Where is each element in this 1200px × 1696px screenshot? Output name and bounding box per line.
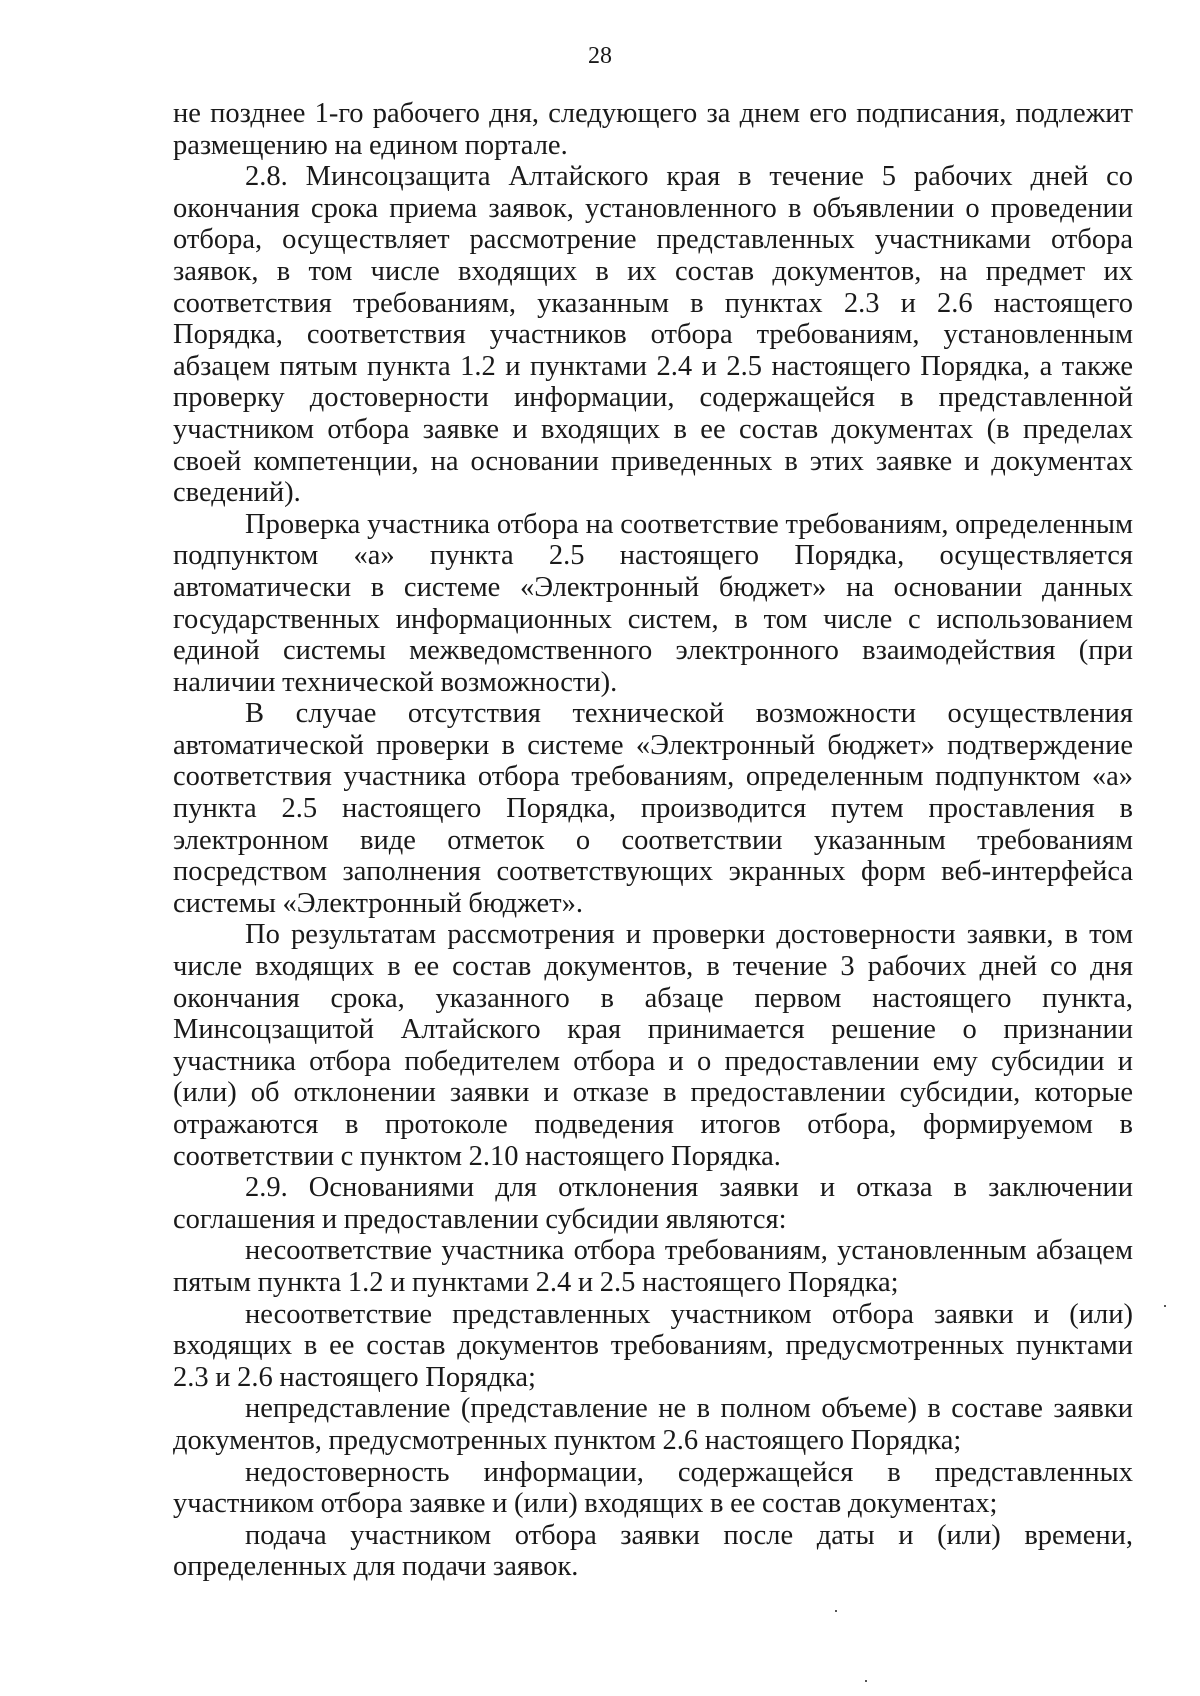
paragraph-verification: Проверка участника отбора на соответствие требованиям, определенным подпунктом «а» пункта 2.5 настоящего Порядка, осуществляется автоматически в системе «Электронный бюджет» на основании данных государственных информационных систем, в том числе с использованием единой системы межведомственного электронного взаимодействия (при наличии технической возможности).: [173, 508, 1133, 698]
scan-speck: [835, 1610, 837, 1612]
list-item-unreliable-information: недостоверность информации, содержащейся в представленных участником отбора заявке и (или) входящих в ее состав документах;: [173, 1456, 1133, 1520]
list-item-incomplete-documents: непредставление (представление не в полном объеме) в составе заявки документов, предусмотренных пунктом 2.6 настоящего Порядка;: [173, 1393, 1133, 1456]
list-item-noncompliance-participant: несоответствие участника отбора требованиям, установленным абзацем пятым пункта 1.2 и пунктами 2.4 и 2.5 настоящего Порядка;: [173, 1235, 1133, 1298]
document-body: [173, 98, 1133, 1583]
paragraph-2-9: 2.9. Основаниями для отклонения заявки и отказа в заключении соглашения и предоставлении субсидии являются:: [173, 1172, 1133, 1235]
scan-speck: [1164, 1305, 1166, 1307]
paragraph-continuation: не позднее 1-го рабочего дня, следующего за днем его подписания, подлежит размещению на едином портале.: [173, 98, 1133, 161]
paragraph-decision: По результатам рассмотрения и проверки достоверности заявки, в том числе входящих в ее состав документов, в течение 3 рабочих дней со дня окончания срока, указанного в абзаце первом настоящего пункта, Минсоцзащитой Алтайского края принимается решение о признании участника отбора победителем отбора и о предоставлении ему субсидии и (или) об отклонении заявки и отказе в предоставлении субсидии, которые отражаются в протоколе подведения итогов отбора, формируемом в соответствии с пунктом 2.10 настоящего Порядка.: [173, 919, 1133, 1172]
scan-speck: [865, 1680, 867, 1682]
list-item-noncompliance-documents: несоответствие представленных участником отбора заявки и (или) входящих в ее состав документов требованиям, предусмотренных пунктами 2.3 и 2.6 настоящего Порядка;: [173, 1298, 1133, 1393]
list-item-late-submission: подача участником отбора заявки после даты и (или) времени, определенных для подачи заявок.: [173, 1519, 1133, 1583]
paragraph-no-technical-possibility: В случае отсутствия технической возможности осуществления автоматической проверки в системе «Электронный бюджет» подтверждение соответствия участника отбора требованиям, определенным подпунктом «а» пункта 2.5 настоящего Порядка, производится путем проставления в электронном виде отметок о соответствии указанным требованиям посредством заполнения соответствующих экранных форм веб-интерфейса системы «Электронный бюджет».: [173, 698, 1133, 919]
paragraph-2-8: 2.8. Минсоцзащита Алтайского края в течение 5 рабочих дней со окончания срока приема заявок, установленного в объявлении о проведении отбора, осуществляет рассмотрение представленных участниками отбора заявок, в том числе входящих в их состав документов, на предмет их соответствия требованиям, указанным в пунктах 2.3 и 2.6 настоящего Порядка, соответствия участников отбора требованиям, установленным абзацем пятым пункта 1.2 и пунктами 2.4 и 2.5 настоящего Порядка, а также проверку достоверности информации, содержащейся в представленной участником отбора заявке и входящих в ее состав документах (в пределах своей компетенции, на основании приведенных в этих заявке и документах сведений).: [173, 161, 1133, 509]
page-number: 28: [588, 43, 612, 69]
